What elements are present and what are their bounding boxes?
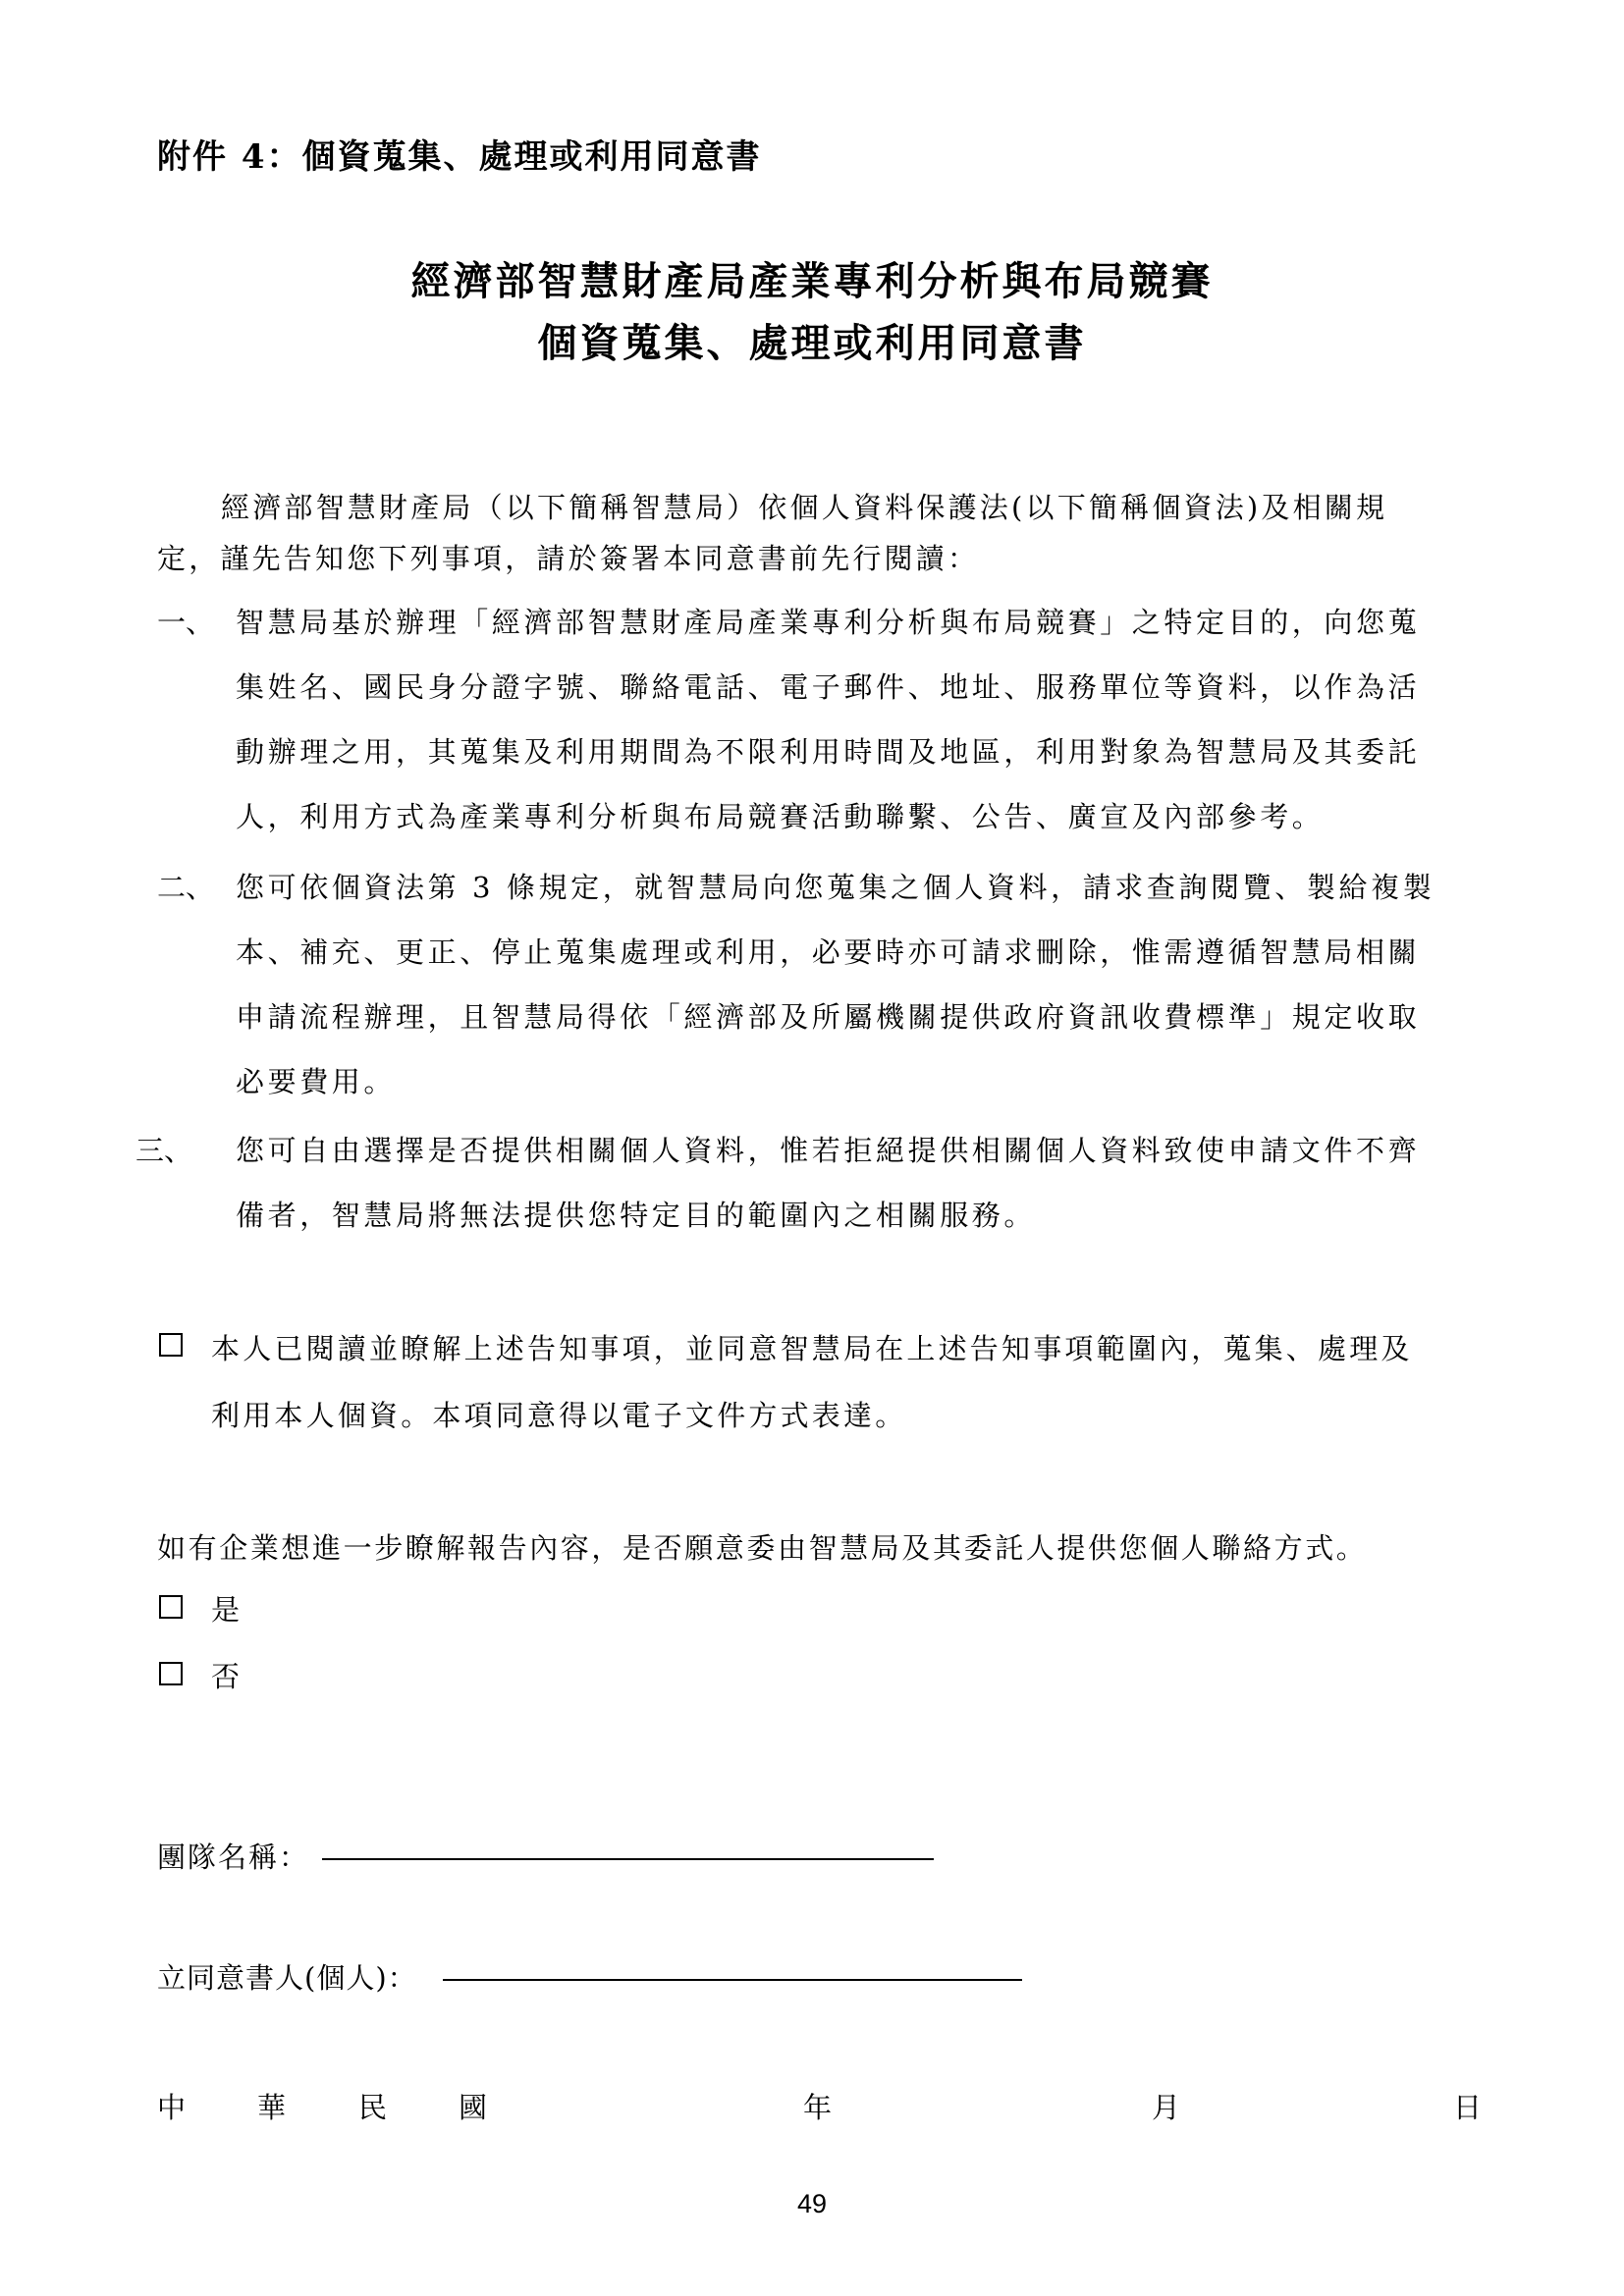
item-2-line-2: 本、補充、更正、停止蒐集處理或利用，必要時亦可請求刪除，惟需遵循智慧局相關	[236, 935, 1421, 969]
item-1-line-3: 動辦理之用，其蒐集及利用期間為不限利用時間及地區，利用對象為智慧局及其委託	[236, 735, 1421, 769]
date-era-char-1: 中	[157, 2091, 187, 2124]
attachment-heading: 附件 4：個資蒐集、處理或利用同意書	[157, 137, 762, 177]
date-month-label: 月	[1152, 2091, 1181, 2124]
item-1-line-1: 智慧局基於辦理「經濟部智慧財產局產業專利分析與布局競賽」之特定目的，向您蒐	[236, 606, 1421, 639]
item-3-line-2: 備者，智慧局將無法提供您特定目的範圍內之相關服務。	[236, 1199, 1037, 1232]
team-name-label: 團隊名稱：	[157, 1841, 310, 1874]
document-title-line-2: 個資蒐集、處理或利用同意書	[537, 320, 1087, 366]
date-year-label: 年	[803, 2091, 833, 2124]
intro-paragraph-line-1: 經濟部智慧財產局（以下簡稱智慧局）依個人資料保護法(以下簡稱個資法)及相關規	[221, 491, 1388, 524]
date-era-char-3: 民	[358, 2091, 388, 2124]
item-2-line-4: 必要費用。	[236, 1065, 397, 1098]
contact-no-checkbox[interactable]	[159, 1662, 183, 1685]
consent-text-line-1: 本人已閱讀並瞭解上述告知事項，並同意智慧局在上述告知事項範圍內，蒐集、處理及	[211, 1332, 1413, 1365]
item-1-line-4: 人，利用方式為產業專利分析與布局競賽活動聯繫、公告、廣宣及內部參考。	[236, 800, 1325, 833]
document-title-line-1: 經濟部智慧財產局產業專利分析與布局競賽	[410, 258, 1214, 304]
item-3-marker: 三、	[135, 1134, 193, 1167]
consent-checkbox[interactable]	[159, 1333, 183, 1357]
item-3-line-1: 您可自由選擇是否提供相關個人資料，惟若拒絕提供相關個人資料致使申請文件不齊	[236, 1134, 1421, 1167]
item-2-marker: 二、	[157, 871, 215, 904]
contact-yes-checkbox[interactable]	[159, 1595, 183, 1619]
date-day-label: 日	[1453, 2091, 1483, 2124]
item-1-line-2: 集姓名、國民身分證字號、聯絡電話、電子郵件、地址、服務單位等資料，以作為活	[236, 670, 1421, 704]
team-name-underline	[322, 1858, 934, 1860]
page-number: 49	[796, 2189, 828, 2218]
contact-no-label: 否	[211, 1660, 244, 1693]
intro-paragraph-line-2: 定，謹先告知您下列事項，請於簽署本同意書前先行閱讀：	[157, 542, 980, 575]
signer-label: 立同意書人(個人)：	[157, 1961, 417, 1995]
date-era-char-4: 國	[459, 2091, 488, 2124]
contact-question-text: 如有企業想進一步瞭解報告內容，是否願意委由智慧局及其委託人提供您個人聯絡方式。	[157, 1531, 1368, 1565]
contact-yes-label: 是	[211, 1593, 244, 1627]
signer-underline	[443, 1979, 1022, 1981]
item-2-line-3: 申請流程辦理，且智慧局得依「經濟部及所屬機關提供政府資訊收費標準」規定收取	[236, 1000, 1421, 1034]
item-2-line-1: 您可依個資法第 3 條規定，就智慧局向您蒐集之個人資料，請求查詢閱覽、製給複製	[236, 871, 1435, 904]
consent-text-line-2: 利用本人個資。本項同意得以電子文件方式表達。	[211, 1399, 907, 1432]
date-era-char-2: 華	[257, 2091, 287, 2124]
item-1-marker: 一、	[157, 606, 215, 639]
